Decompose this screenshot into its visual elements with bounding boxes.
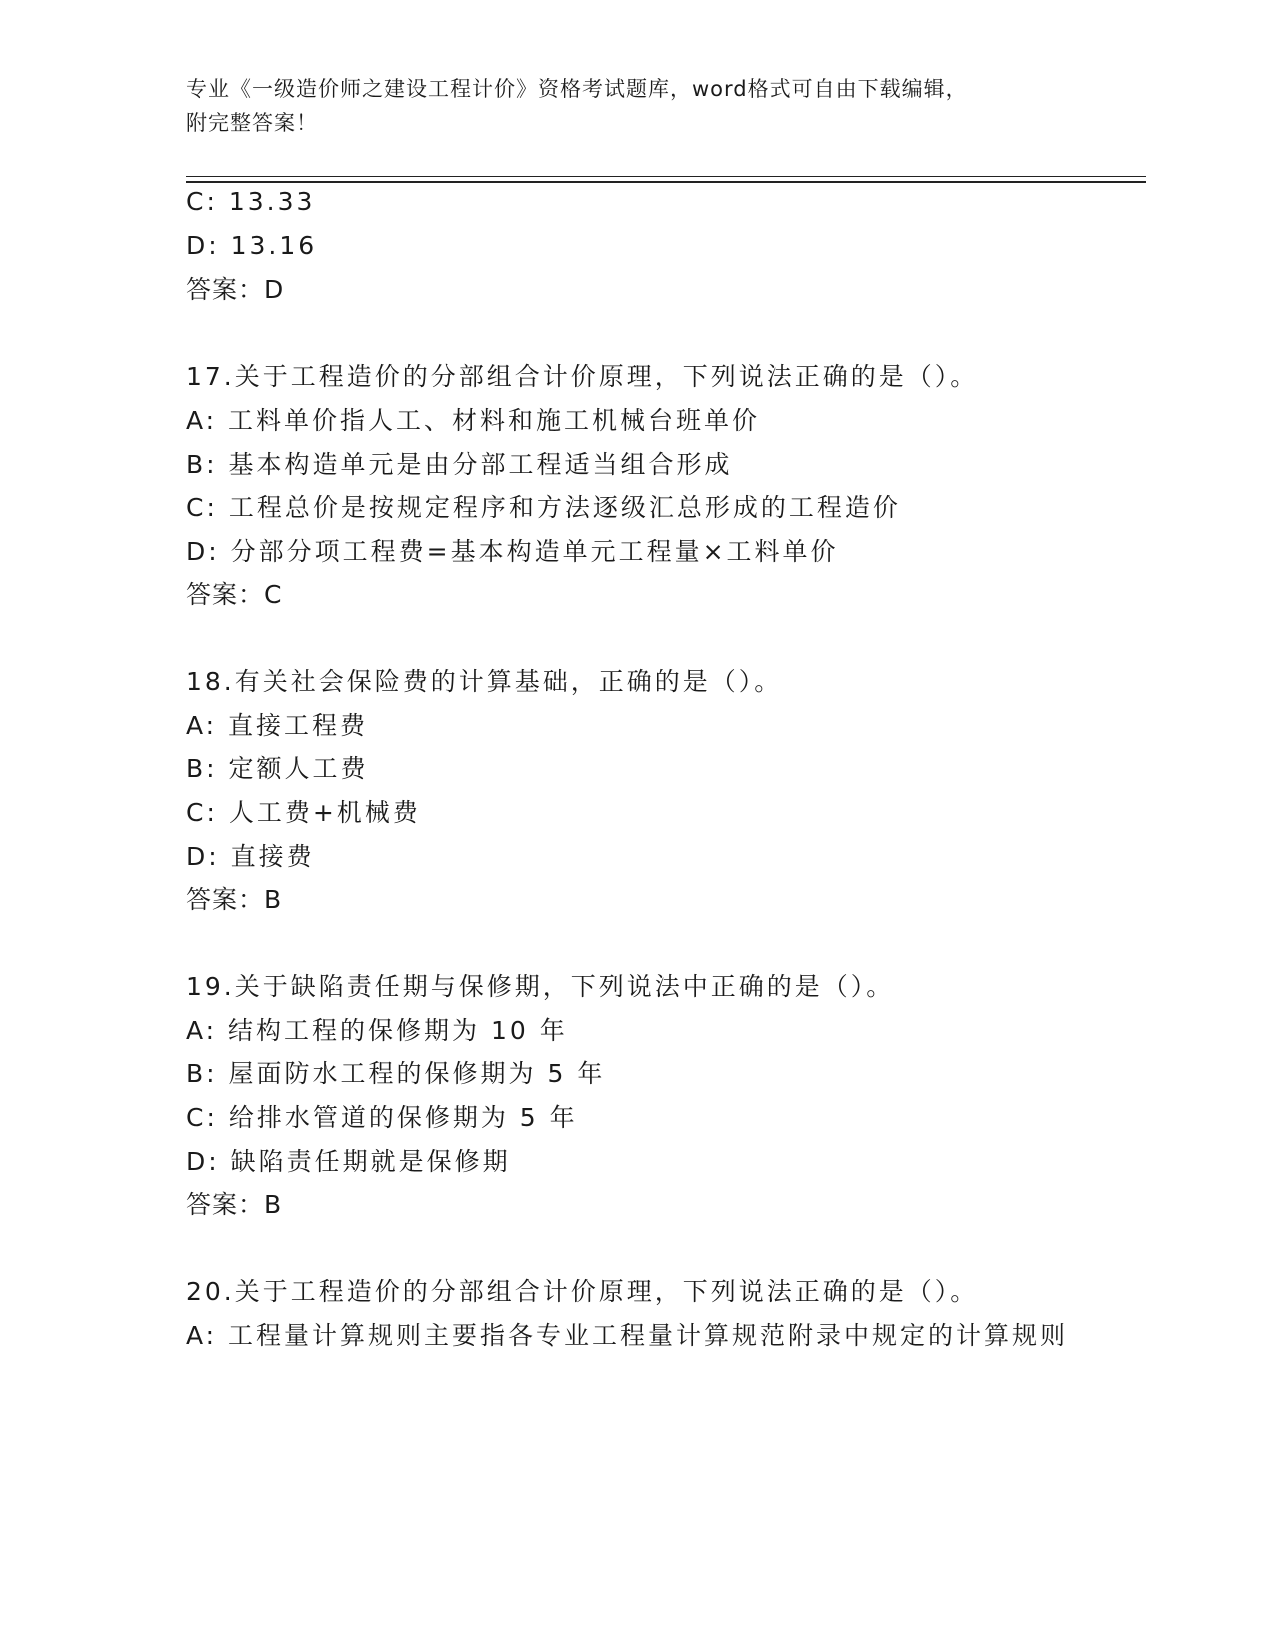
document-header	[186, 72, 1086, 140]
question-20: 20.关于工程造价的分部组合计价原理，下列说法正确的是（）。	[186, 1277, 979, 1306]
question-19: 19.关于缺陷责任期与保修期，下列说法中正确的是（）。	[186, 972, 895, 1001]
answer-19: 答案：B	[186, 1190, 283, 1219]
option-c-19: C: 给排水管道的保修期为 5 年	[186, 1103, 578, 1132]
option-b-18: B: 定额人工费	[186, 754, 369, 783]
option-d-19: D: 缺陷责任期就是保修期	[186, 1147, 511, 1176]
answer-17: 答案：C	[186, 580, 283, 609]
question-17: 17.关于工程造价的分部组合计价原理，下列说法正确的是（）。	[186, 362, 979, 391]
question-18: 18.有关社会保险费的计算基础，正确的是（）。	[186, 667, 783, 696]
answer-16: 答案：D	[186, 275, 285, 304]
option-a-19: A: 结构工程的保修期为 10 年	[186, 1016, 568, 1045]
answer-18: 答案：B	[186, 885, 283, 914]
option-a-18: A: 直接工程费	[186, 711, 369, 740]
option-d-16: D: 13.16	[186, 231, 318, 260]
header-line-2: 附完整答案！	[186, 111, 318, 135]
option-a-20: A: 工程量计算规则主要指各专业工程量计算规范附录中规定的计算规则	[186, 1321, 1069, 1350]
option-d-18: D: 直接费	[186, 842, 315, 871]
option-b-17: B: 基本构造单元是由分部工程适当组合形成	[186, 450, 733, 479]
header-divider-thin	[186, 176, 1146, 177]
option-d-17: D: 分部分项工程费=基本构造单元工程量×工料单价	[186, 537, 839, 566]
header-divider-thick	[186, 181, 1146, 183]
option-b-19: B: 屋面防水工程的保修期为 5 年	[186, 1059, 606, 1088]
option-c-18: C: 人工费+机械费	[186, 798, 421, 827]
option-a-17: A: 工料单价指人工、材料和施工机械台班单价	[186, 406, 761, 435]
option-c-17: C: 工程总价是按规定程序和方法逐级汇总形成的工程造价	[186, 493, 901, 522]
option-c-16: C: 13.33	[186, 187, 316, 216]
header-line-1: 专业《一级造价师之建设工程计价》资格考试题库，word格式可自由下载编辑，	[186, 77, 968, 101]
